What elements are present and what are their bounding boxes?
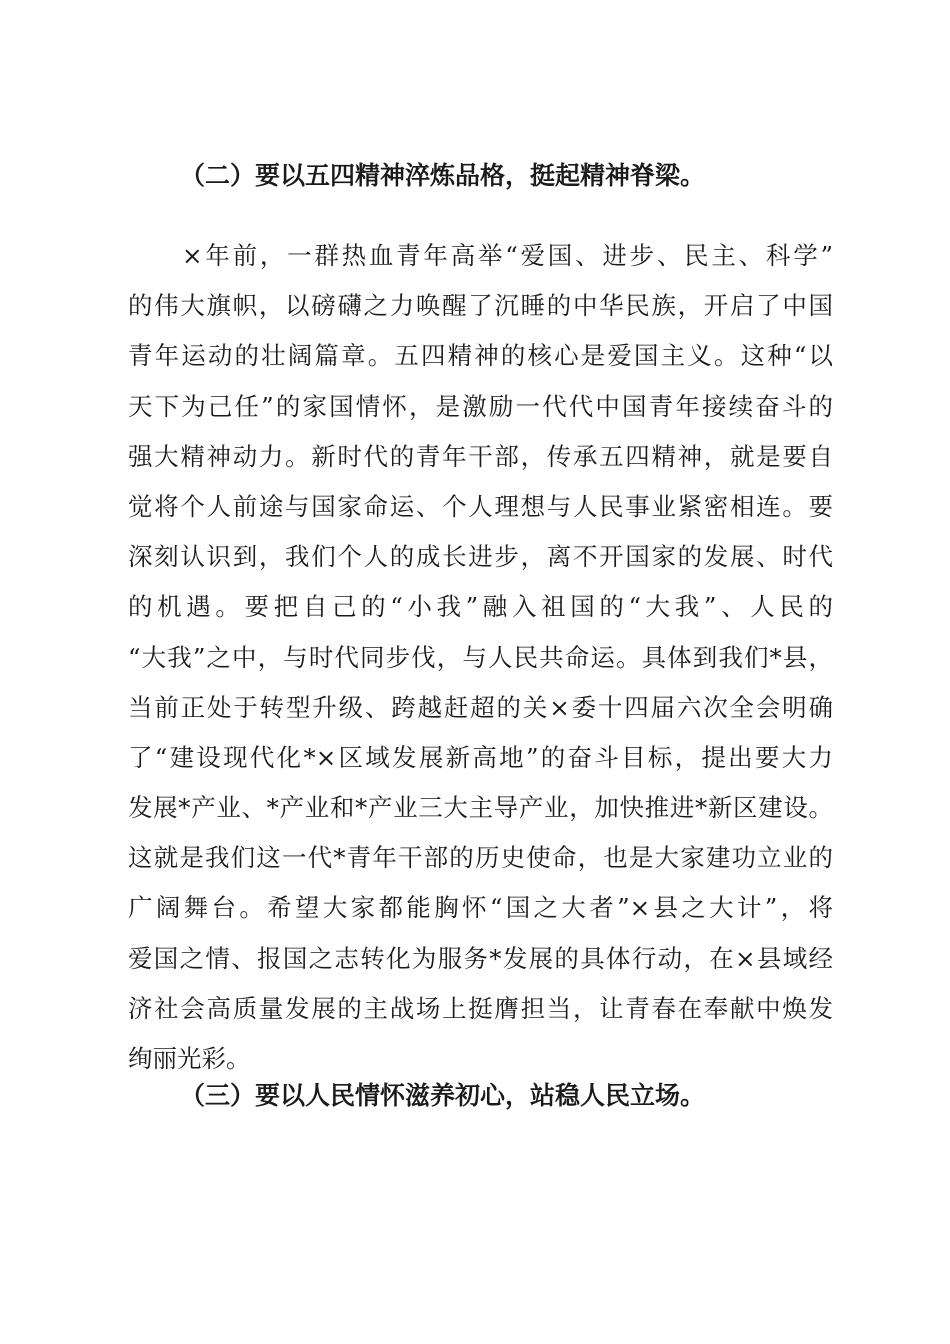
paragraph-line: 这就是我们这一代*青年干部的历史使命，也是大家建功立业的: [128, 843, 833, 873]
paragraph-line: 发展*产业、*产业和*产业三大主导产业，加快推进*新区建设。: [128, 793, 833, 823]
paragraph-line: 绚丽光彩。: [128, 1044, 251, 1073]
paragraph-line: 爱国之情、报国之志转化为服务*发展的具体行动，在×县域经: [128, 943, 833, 973]
paragraph-line: 济社会高质量发展的主战场上挺膺担当，让青春在奉献中焕发: [128, 993, 833, 1023]
section-heading-2-text: （二）要以五四精神淬炼品格，挺起精神脊梁。: [180, 161, 706, 190]
paragraph-line: 的机遇。要把自己的“小我”融入祖国的“大我”、人民的: [128, 592, 833, 622]
paragraph-line: 强大精神动力。新时代的青年干部，传承五四精神，就是要自: [128, 441, 833, 471]
paragraph-line: ×年前，一群热血青年高举“爱国、进步、民主、科学”: [182, 241, 833, 270]
paragraph-line: 青年运动的壮阔篇章。五四精神的核心是爱国主义。这种“以: [128, 341, 833, 371]
section-heading-3: [128, 1078, 833, 1114]
paragraph-line: “大我”之中，与时代同步伐，与人民共命运。具体到我们*县，: [128, 642, 833, 672]
paragraph-line: 广阔舞台。希望大家都能胸怀“国之大者”×县之大计”，将: [128, 893, 833, 923]
paragraph-line: 了“建设现代化*×区域发展新高地”的奋斗目标，提出要大力: [128, 742, 833, 772]
section-heading-2: [128, 158, 833, 194]
paragraph-line: 深刻认识到，我们个人的成长进步，离不开国家的发展、时代: [128, 542, 833, 572]
section-heading-3-text: （三）要以人民情怀滋养初心，站稳人民立场。: [180, 1081, 706, 1110]
paragraph-line: 当前正处于转型升级、跨越赶超的关×委十四届六次全会明确: [128, 692, 833, 722]
body-paragraph: [128, 231, 833, 1084]
paragraph-line: 天下为己任”的家国情怀，是激励一代代中国青年接续奋斗的: [128, 391, 833, 421]
paragraph-line: 的伟大旗帜，以磅礴之力唤醒了沉睡的中华民族，开启了中国: [128, 291, 833, 321]
paragraph-line: 觉将个人前途与国家命运、个人理想与人民事业紧密相连。要: [128, 491, 833, 521]
